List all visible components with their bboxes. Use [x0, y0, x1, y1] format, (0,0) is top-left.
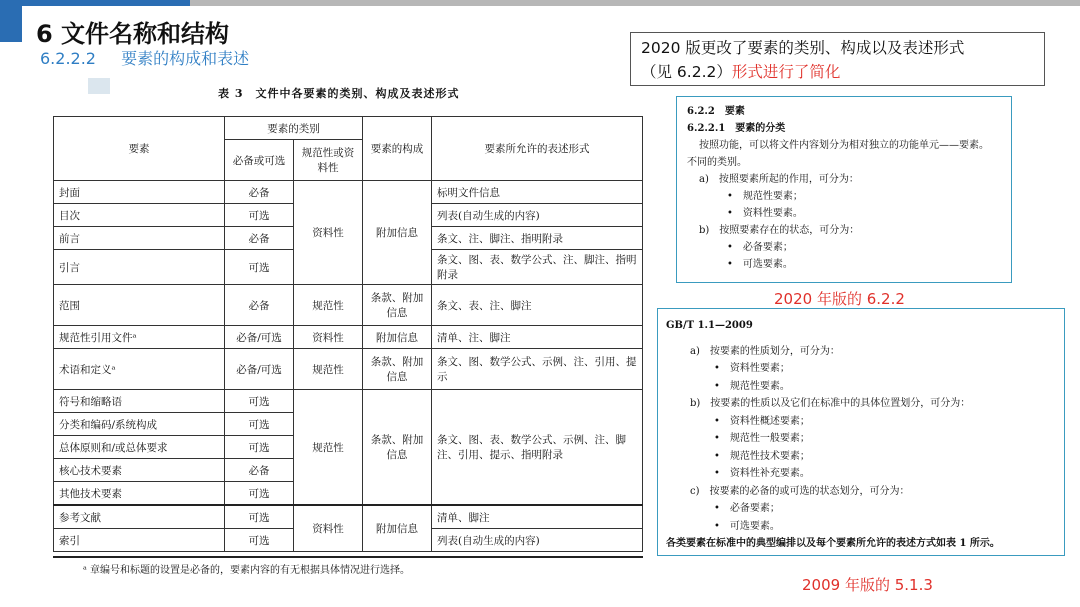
row-norm: 规范性	[294, 349, 363, 390]
row-element: 总体原则和/或总体要求	[54, 436, 225, 459]
row-req: 必备	[225, 227, 294, 250]
change-note-box	[630, 32, 1045, 86]
note-line-2	[641, 60, 1034, 84]
header-required-optional: 必备或可选	[225, 140, 294, 181]
row-element: 引言	[54, 250, 225, 285]
excerpt-2009-line: • 资料性补充要素。	[666, 465, 1056, 483]
row-req: 可选	[225, 436, 294, 459]
row-norm: 规范性	[294, 390, 363, 506]
row-req: 可选	[225, 413, 294, 436]
row-req: 必备/可选	[225, 349, 294, 390]
excerpt-2009-line: • 可选要素。	[666, 518, 1056, 536]
row-comp: 条款、附加信息	[363, 390, 432, 506]
excerpt-2009-line: c) 按要素的必备的或可选的状态划分，可分为：	[690, 485, 910, 497]
row-expr: 条文、图、表、数学公式、示例、注、脚注、引用、提示、指明附录	[432, 390, 643, 506]
row-element: 目次	[54, 204, 225, 227]
note-line-2-prefix: （见 6.2.2）	[641, 63, 732, 81]
row-comp: 附加信息	[363, 181, 432, 285]
row-element: 其他技术要素	[54, 482, 225, 506]
excerpt-2009-line: • 规范性技术要素；	[666, 448, 1056, 466]
row-expr: 条文、表、注、脚注	[432, 285, 643, 326]
watermark-logo	[88, 78, 110, 94]
row-expr: 条文、图、数学公式、示例、注、引用、提示	[432, 349, 643, 390]
section-number: 6.2.2.2	[40, 49, 96, 68]
row-norm: 规范性	[294, 285, 363, 326]
row-req: 必备	[225, 285, 294, 326]
excerpt-2009-line: 各类要素在标准中的典型编排以及每个要素所允许的表述方式如表 1 所示。	[666, 538, 1000, 549]
excerpt-2020-line: • 规范性要素；	[687, 188, 1001, 205]
excerpt-2020-line: 6.2.2 要素	[687, 106, 745, 117]
excerpt-2020-line: a) 按照要素所起的作用，可分为：	[699, 174, 859, 185]
row-expr: 条文、图、表、数学公式、注、脚注、指明附录	[432, 250, 643, 285]
row-expr: 清单、脚注	[432, 505, 643, 529]
row-req: 可选	[225, 204, 294, 227]
row-comp: 条款、附加信息	[363, 285, 432, 326]
row-expr: 列表(自动生成的内容)	[432, 529, 643, 552]
row-expr: 标明文件信息	[432, 181, 643, 204]
excerpt-2009-line: • 规范性一般要素；	[666, 430, 1056, 448]
header-expression: 要素所允许的表述形式	[432, 117, 643, 181]
header-composition: 要素的构成	[363, 117, 432, 181]
header-normative-informative: 规范性或资料性	[294, 140, 363, 181]
excerpt-2009-line: GB/T 1.1—2009	[666, 320, 753, 331]
note-line-2-red: 形式进行了简化	[731, 63, 841, 81]
row-req: 必备	[225, 459, 294, 482]
excerpt-2020-line: 6.2.2.1 要素的分类	[687, 123, 786, 134]
row-comp: 附加信息	[363, 326, 432, 349]
excerpt-2020-line: b) 按照要素存在的状态，可分为：	[699, 225, 860, 236]
row-req: 可选	[225, 529, 294, 552]
excerpt-2009-line: b) 按要素的性质以及它们在标准中的具体位置划分，可分为：	[690, 398, 971, 409]
excerpt-2020-line: • 必备要素；	[687, 239, 1001, 256]
note-line-1: 2020 版更改了要素的类别、构成以及表述形式	[641, 39, 965, 57]
row-req: 可选	[225, 250, 294, 285]
row-expr: 清单、注、脚注	[432, 326, 643, 349]
row-norm: 资料性	[294, 181, 363, 285]
row-norm: 资料性	[294, 326, 363, 349]
excerpt-2020	[676, 96, 1012, 283]
row-element: 规范性引用文件ᵃ	[54, 326, 225, 349]
excerpt-2009	[657, 308, 1065, 556]
excerpt-2009-line: a) 按要素的性质划分，可分为：	[690, 345, 840, 357]
caption-2020: 2020 年版的 6.2.2	[774, 290, 905, 308]
row-element: 范围	[54, 285, 225, 326]
excerpt-2020-line: 不同的类别。	[687, 157, 747, 168]
elements-table	[53, 116, 643, 552]
row-element: 封面	[54, 181, 225, 204]
table-caption: 表 3 文件中各要素的类别、构成及表述形式	[218, 87, 460, 100]
excerpt-2009-line: • 资料性概述要素；	[666, 413, 1056, 431]
row-req: 必备	[225, 181, 294, 204]
header-category: 要素的类别	[225, 117, 363, 140]
row-req: 必备/可选	[225, 326, 294, 349]
row-comp: 条款、附加信息	[363, 349, 432, 390]
row-expr: 列表(自动生成的内容)	[432, 204, 643, 227]
row-req: 可选	[225, 390, 294, 413]
table-footnote: ᵃ 章编号和标题的设置是必备的，要素内容的有无根据具体情况进行选择。	[53, 556, 643, 576]
row-element: 分类和编码/系统构成	[54, 413, 225, 436]
row-element: 参考文献	[54, 505, 225, 529]
top-bar-accent	[0, 0, 190, 6]
page-title: 6 文件名称和结构	[36, 20, 230, 48]
section-subtitle	[40, 46, 249, 69]
row-element: 核心技术要素	[54, 459, 225, 482]
section-title: 要素的构成和表述	[121, 49, 250, 68]
row-element: 前言	[54, 227, 225, 250]
excerpt-2009-line: • 规范性要素。	[666, 378, 1056, 396]
excerpt-2020-line: • 资料性要素。	[687, 205, 1001, 222]
excerpt-2020-line: • 可选要素。	[687, 256, 1001, 273]
excerpt-2009-line: • 必备要素；	[666, 500, 1056, 518]
title-accent-bar	[0, 6, 22, 42]
row-expr: 条文、注、脚注、指明附录	[432, 227, 643, 250]
row-element: 符号和缩略语	[54, 390, 225, 413]
row-norm: 资料性	[294, 505, 363, 552]
row-req: 可选	[225, 482, 294, 506]
header-element: 要素	[54, 117, 225, 181]
row-req: 可选	[225, 505, 294, 529]
row-comp: 附加信息	[363, 505, 432, 552]
row-element: 索引	[54, 529, 225, 552]
row-element: 术语和定义ᵃ	[54, 349, 225, 390]
excerpt-2009-line: • 资料性要素；	[666, 360, 1056, 378]
caption-2009: 2009 年版的 5.1.3	[802, 576, 933, 594]
excerpt-2020-line: 按照功能，可以将文件内容划分为相对独立的功能单元——要素。	[699, 140, 989, 151]
